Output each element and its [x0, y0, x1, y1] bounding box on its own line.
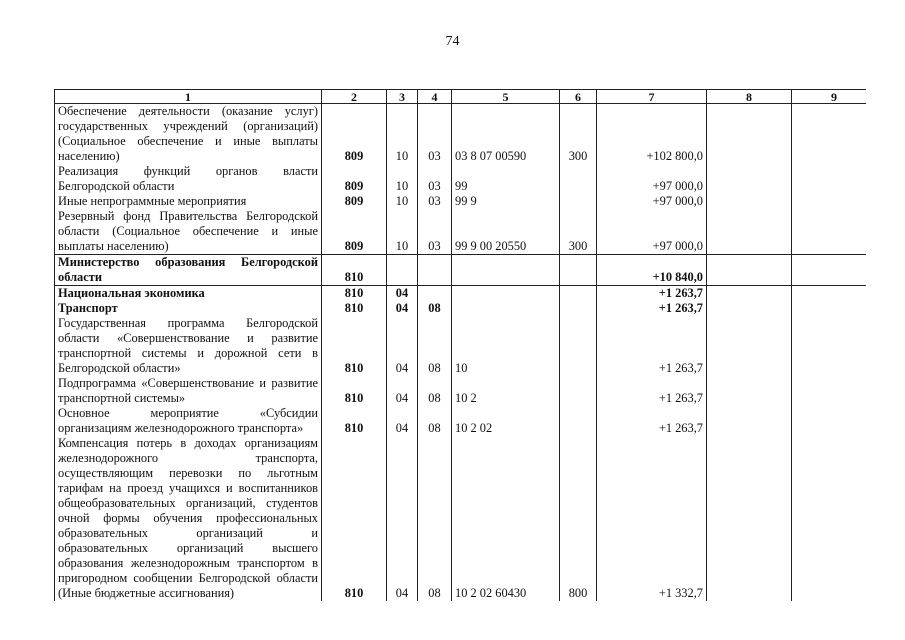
cell-col8	[707, 255, 792, 286]
cell-target-article	[452, 255, 560, 286]
cell-col9	[792, 436, 867, 601]
cell-section: 10	[387, 194, 418, 209]
cell-expense-type	[560, 286, 597, 302]
cell-ministry-code: 809	[322, 164, 387, 194]
cell-expense-type	[560, 316, 597, 376]
cell-col8	[707, 301, 792, 316]
page-number: 74	[445, 34, 460, 49]
cell-subsection: 08	[418, 316, 452, 376]
cell-expense-type	[560, 194, 597, 209]
cell-subsection: 03	[418, 104, 452, 165]
cell-col9	[792, 194, 867, 209]
cell-amount: +1 263,7	[597, 316, 707, 376]
cell-ministry-code: 809	[322, 194, 387, 209]
cell-expense-type: 300	[560, 209, 597, 255]
cell-subsection: 03	[418, 164, 452, 194]
cell-amount: +102 800,0	[597, 104, 707, 165]
cell-section: 04	[387, 286, 418, 302]
cell-col9	[792, 209, 867, 255]
cell-col8	[707, 406, 792, 436]
header-row	[55, 90, 867, 104]
header-cell: 6	[560, 90, 597, 104]
table-row	[55, 164, 867, 194]
cell-amount: +1 263,7	[597, 406, 707, 436]
cell-col9	[792, 286, 867, 302]
header-cell: 4	[418, 90, 452, 104]
header-cell: 2	[322, 90, 387, 104]
cell-ministry-code: 810	[322, 286, 387, 302]
row-name: Национальная экономика	[55, 286, 322, 302]
cell-amount: +97 000,0	[597, 209, 707, 255]
cell-expense-type	[560, 406, 597, 436]
cell-expense-type	[560, 301, 597, 316]
cell-ministry-code: 810	[322, 316, 387, 376]
cell-section: 04	[387, 376, 418, 406]
cell-section	[387, 255, 418, 286]
cell-col9	[792, 164, 867, 194]
row-name: Транспорт	[55, 301, 322, 316]
cell-ministry-code: 810	[322, 436, 387, 601]
row-name: Министерство образования Белгородской области	[55, 255, 322, 286]
table-row	[55, 406, 867, 436]
cell-col9	[792, 316, 867, 376]
cell-col9	[792, 406, 867, 436]
table-row	[55, 104, 867, 165]
cell-expense-type: 800	[560, 436, 597, 601]
cell-ministry-code: 809	[322, 209, 387, 255]
cell-expense-type	[560, 255, 597, 286]
cell-amount: +1 263,7	[597, 301, 707, 316]
budget-table	[54, 89, 866, 601]
cell-ministry-code: 810	[322, 255, 387, 286]
cell-section: 10	[387, 209, 418, 255]
cell-col8	[707, 316, 792, 376]
budget-table-container	[54, 89, 866, 640]
cell-subsection: 08	[418, 406, 452, 436]
cell-ministry-code: 810	[322, 301, 387, 316]
cell-col9	[792, 104, 867, 165]
header-cell: 1	[55, 90, 322, 104]
cell-section: 10	[387, 164, 418, 194]
cell-col9	[792, 255, 867, 286]
cell-amount: +10 840,0	[597, 255, 707, 286]
row-name: Реализация функций органов власти Белгородской области	[55, 164, 322, 194]
cell-col8	[707, 194, 792, 209]
cell-col9	[792, 301, 867, 316]
cell-amount: +1 263,7	[597, 286, 707, 302]
cell-subsection	[418, 286, 452, 302]
cell-amount: +1 263,7	[597, 376, 707, 406]
table-row	[55, 436, 867, 601]
cell-target-article: 10	[452, 316, 560, 376]
row-name: Государственная программа Белгородской области «Совершенствование и развитие транспортной системы и дорожной сети в Белгородской области»	[55, 316, 322, 376]
row-name: Резервный фонд Правительства Белгородской области (Социальное обеспечение и иные выплаты населению)	[55, 209, 322, 255]
row-name: Подпрограмма «Совершенствование и развитие транспортной системы»	[55, 376, 322, 406]
cell-target-article: 10 2	[452, 376, 560, 406]
cell-ministry-code: 810	[322, 406, 387, 436]
cell-expense-type	[560, 376, 597, 406]
cell-section: 10	[387, 104, 418, 165]
cell-section: 04	[387, 301, 418, 316]
table-row	[55, 316, 867, 376]
cell-target-article	[452, 286, 560, 302]
cell-target-article: 10 2 02 60430	[452, 436, 560, 601]
table-row	[55, 194, 867, 209]
cell-target-article: 10 2 02	[452, 406, 560, 436]
cell-section: 04	[387, 436, 418, 601]
cell-section: 04	[387, 406, 418, 436]
cell-target-article: 99 9	[452, 194, 560, 209]
cell-ministry-code: 809	[322, 104, 387, 165]
header-cell: 5	[452, 90, 560, 104]
cell-subsection: 08	[418, 301, 452, 316]
cell-section: 04	[387, 316, 418, 376]
cell-target-article: 99	[452, 164, 560, 194]
cell-subsection: 08	[418, 376, 452, 406]
cell-expense-type: 300	[560, 104, 597, 165]
cell-ministry-code: 810	[322, 376, 387, 406]
row-name: Компенсация потерь в доходах организациям железнодорожного транспорта, осуществляющим перевозки по льготным тарифам на проезд учащихся и воспитанников общеобразовательных организаций, студентов очной формы обучения профессиональных образовательных организаций и образовательных организаций высшего образования железнодорожным транспортом в пригородном сообщении Белгородской области (Иные бюджетные ассигнования)	[55, 436, 322, 601]
cell-col9	[792, 376, 867, 406]
cell-col8	[707, 209, 792, 255]
cell-amount: +97 000,0	[597, 194, 707, 209]
cell-col8	[707, 436, 792, 601]
cell-subsection	[418, 255, 452, 286]
cell-subsection: 03	[418, 209, 452, 255]
row-name: Обеспечение деятельности (оказание услуг) государственных учреждений (организаций) (Социальное обеспечение и иные выплаты населению)	[55, 104, 322, 165]
header-cell: 9	[792, 90, 867, 104]
table-row	[55, 301, 867, 316]
cell-col8	[707, 286, 792, 302]
row-name: Иные непрограммные мероприятия	[55, 194, 322, 209]
header-cell: 8	[707, 90, 792, 104]
table-row	[55, 209, 867, 255]
header-cell: 7	[597, 90, 707, 104]
header-cell: 3	[387, 90, 418, 104]
table-row	[55, 376, 867, 406]
row-name: Основное мероприятие «Субсидии организациям железнодорожного транспорта»	[55, 406, 322, 436]
cell-amount: +1 332,7	[597, 436, 707, 601]
cell-target-article	[452, 301, 560, 316]
cell-col8	[707, 376, 792, 406]
cell-col8	[707, 104, 792, 165]
cell-target-article: 03 8 07 00590	[452, 104, 560, 165]
cell-subsection: 03	[418, 194, 452, 209]
table-row	[55, 255, 867, 286]
cell-col8	[707, 164, 792, 194]
cell-target-article: 99 9 00 20550	[452, 209, 560, 255]
cell-expense-type	[560, 164, 597, 194]
table-row	[55, 286, 867, 302]
cell-amount: +97 000,0	[597, 164, 707, 194]
cell-subsection: 08	[418, 436, 452, 601]
